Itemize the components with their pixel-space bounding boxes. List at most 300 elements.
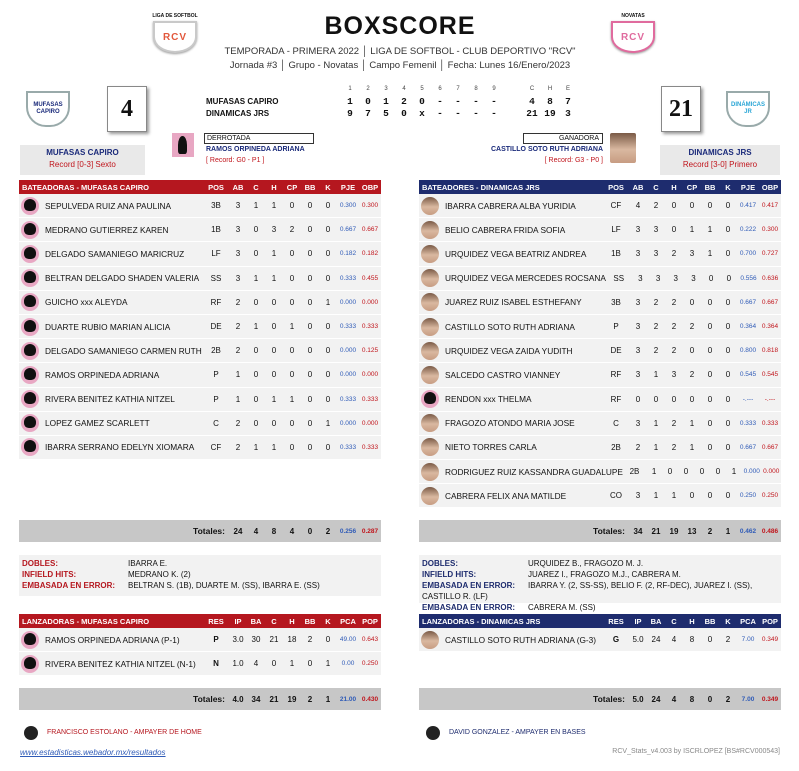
results-link[interactable]: www.estadisticas.webador.mx/resultados [20, 748, 166, 757]
stat-c: 1 [653, 491, 659, 501]
stat-ab: 2 [235, 346, 241, 356]
stat-bb: 0 [307, 346, 313, 356]
inning-number: 4 [402, 86, 406, 92]
home-team-record: Record [3-0] Primero [682, 160, 758, 169]
stat-k: 0 [325, 201, 331, 211]
column-header: BB [304, 182, 316, 192]
stat-pos: P [613, 322, 619, 332]
team-total: 4 [529, 96, 535, 107]
total-ab: 24 [233, 526, 243, 536]
stat-cp: 0 [689, 297, 695, 307]
total-pca: 7.00 [741, 695, 755, 703]
column-header: AB [232, 182, 244, 192]
silhouette-icon [24, 247, 36, 259]
stat-h: 1 [671, 491, 677, 501]
stat-bb: 0 [307, 418, 313, 428]
stat-pje: 0.545 [739, 371, 757, 379]
player-name: IBARRA CABRERA ALBA YURIDIA [445, 200, 576, 211]
stat-h: 1 [271, 442, 277, 452]
inning-number: 6 [438, 86, 442, 92]
stat-h: 0 [671, 394, 677, 404]
stat-k: 0 [725, 418, 731, 428]
column-header: C [671, 616, 677, 626]
stat-cp: 2 [689, 322, 695, 332]
stat-ab: 2 [635, 442, 641, 452]
winner-label: GANADORA [523, 133, 603, 144]
stat-pos: RF [610, 394, 622, 404]
stat-c: 1 [653, 442, 659, 452]
stat-cp: 0 [289, 370, 295, 380]
inning-runs: 9 [347, 108, 353, 119]
player-name: CABRERA FELIX ANA MATILDE [445, 490, 567, 501]
stat-pos: LF [611, 225, 621, 235]
silhouette-icon [24, 344, 36, 356]
column-header: BB [704, 182, 716, 192]
stat-ab: 3 [235, 201, 241, 211]
linescore [206, 86, 606, 120]
stat-ip: 5.0 [632, 635, 644, 645]
stat-k: 0 [725, 225, 731, 235]
column-header: BB [704, 616, 716, 626]
note-key: EMBASADA EN ERROR: [422, 581, 516, 590]
stat-h: 3 [271, 225, 277, 235]
credit-text: RCV_Stats_v4.003 by ISCRLOPEZ [BS#RCV000543] [612, 748, 780, 755]
column-header: OBP [761, 182, 779, 192]
stat-h: 2 [671, 346, 677, 356]
away-line-name: MUFASAS CAPIRO [206, 97, 279, 106]
stat-k: 0 [325, 273, 331, 283]
inning-runs: - [437, 96, 443, 107]
player-name: BELIO CABRERA FRIDA SOFIA [445, 224, 566, 235]
home-umpire: FRANCISCO ESTOLANO - AMPAYER DE HOME [47, 729, 202, 736]
total-h: 8 [271, 526, 277, 536]
inning-runs: - [473, 96, 479, 107]
stat-c: 3 [653, 225, 659, 235]
away-logo-text: MUFASAS CAPIRO [26, 91, 70, 127]
away-batting-totals [19, 520, 381, 542]
stat-bb: 0 [307, 370, 313, 380]
note-key: DOBLES: [422, 559, 458, 568]
stat-k: 0 [725, 297, 731, 307]
table-row [19, 363, 381, 387]
stat-c: 1 [253, 442, 259, 452]
total-k: 2 [325, 526, 331, 536]
stat-obp: 0.636 [762, 274, 779, 282]
player-avatar [21, 269, 39, 287]
stat-pje: 0.333 [339, 274, 357, 282]
home-team-name: DINAMICAS JRS [688, 148, 752, 157]
home-batting-totals [419, 520, 781, 542]
table-row [419, 436, 781, 460]
league-logo-caption: LIGA DE SOFTBOL [152, 13, 198, 19]
silhouette-icon [24, 223, 36, 235]
player-name: CASTILLO SOTO RUTH ADRIANA [445, 321, 575, 332]
stat-bb: 0 [307, 394, 313, 404]
stat-c: 2 [653, 322, 659, 332]
note-line [422, 580, 778, 602]
player-name: SEPULVEDA RUIZ ANA PAULINA [45, 200, 172, 211]
stat-k: 0 [725, 201, 731, 211]
stat-k: 0 [325, 249, 331, 259]
pitcher-name: RAMOS ORPINEDA ADRIANA (P-1) [45, 634, 180, 645]
player-avatar [421, 463, 439, 481]
stat-pos: 1B [211, 225, 221, 235]
player-avatar [21, 414, 39, 432]
player-avatar [421, 366, 439, 384]
note-line [22, 558, 378, 569]
stat-pos: CF [210, 442, 222, 452]
stat-cp: 1 [289, 322, 295, 332]
stat-pje: 0.667 [339, 226, 357, 234]
stat-bb: 0 [307, 442, 313, 452]
total-label: H [547, 86, 553, 92]
player-avatar [421, 390, 439, 408]
stat-c: 1 [653, 418, 659, 428]
silhouette-icon [24, 392, 36, 404]
stat-k: 0 [325, 394, 331, 404]
stat-h: 3 [671, 370, 677, 380]
table-row [419, 194, 781, 218]
total-ba: 34 [251, 694, 261, 704]
table-title: BATEADORES - DINAMICAS JRS [422, 182, 540, 192]
rcv-logo-text: RCV [153, 21, 197, 53]
stat-c: 0 [253, 225, 259, 235]
away-batting-table [19, 180, 381, 460]
stat-obp: 0.182 [361, 250, 379, 258]
table-title: BATEADORAS - MUFASAS CAPIRO [22, 182, 149, 192]
note-value: MEDRANO K. (2) [128, 570, 191, 579]
player-avatar [421, 197, 439, 215]
note-value: BELTRAN S. (1B), DUARTE M. (SS), IBARRA E. (SS) [128, 581, 320, 590]
table-row [19, 652, 381, 676]
stat-pje: 0.000 [339, 371, 357, 379]
away-notes [19, 555, 381, 596]
inning-runs: 0 [365, 96, 371, 107]
column-header: K [725, 616, 731, 626]
stat-ab: 3 [635, 491, 641, 501]
pitcher-name: RIVERA BENITEZ KATHIA NITZEL (N-1) [45, 658, 196, 669]
player-avatar [21, 438, 39, 456]
stat-c: 0 [667, 467, 673, 477]
stat-h: 2 [671, 249, 677, 259]
stat-pje: 0.364 [739, 323, 757, 331]
table-row [19, 339, 381, 363]
stat-bb: 0 [707, 394, 713, 404]
inning-runs: 5 [383, 108, 389, 119]
stat-ab: 3 [638, 273, 643, 283]
stat-bb: 0 [307, 225, 313, 235]
note-value: JUAREZ I., FRAGOZO M.J., CABRERA M. [528, 570, 681, 579]
stat-ab: 1 [235, 370, 241, 380]
stat-pca: 49.00 [339, 636, 357, 644]
silhouette-icon [24, 199, 36, 211]
inning-number: 8 [474, 86, 478, 92]
winner-photo [610, 133, 636, 163]
stat-pje: 0.000 [339, 347, 357, 355]
stat-pos: DE [610, 346, 622, 356]
stat-pje: -.--- [742, 395, 754, 403]
stat-obp: -.--- [764, 395, 776, 403]
table-row [19, 315, 381, 339]
stat-obp: 0.125 [361, 347, 379, 355]
stat-c: 1 [253, 273, 259, 283]
home-logo-text: DINÁMICAS JR [726, 91, 770, 127]
stat-ab: 1 [651, 467, 657, 477]
stat-obp: 0.667 [761, 298, 779, 306]
away-batting-header [19, 180, 381, 194]
note-key: EMBASADA EN ERROR: [422, 603, 516, 612]
stat-k: 0 [325, 635, 331, 645]
table-row [419, 460, 781, 484]
stat-ab: 3 [635, 297, 641, 307]
away-pitching-table [19, 614, 381, 676]
player-avatar [21, 655, 39, 673]
player-avatar [421, 293, 439, 311]
stat-k: 1 [325, 418, 331, 428]
home-team-logo [724, 87, 772, 131]
player-name: IBARRA SERRANO EDELYN XIOMARA [45, 442, 195, 453]
stat-h: 1 [271, 201, 277, 211]
away-team-name: MUFASAS CAPIRO [46, 148, 119, 157]
stat-k: 0 [325, 442, 331, 452]
stat-h: 0 [671, 225, 677, 235]
column-header: IP [234, 616, 242, 626]
column-header: RES [608, 616, 624, 626]
loser-label: DERROTADA [204, 133, 314, 144]
stat-cp: 1 [689, 442, 695, 452]
stat-k: 0 [725, 442, 731, 452]
stat-cp: 0 [289, 297, 295, 307]
total-c: 21 [651, 526, 661, 536]
stat-pos: SS [613, 273, 625, 283]
stat-k: 0 [725, 249, 731, 259]
stat-h: 8 [689, 635, 695, 645]
player-avatar [21, 366, 39, 384]
total-pop: 0.430 [361, 695, 379, 703]
stat-ab: 3 [235, 273, 241, 283]
note-value: IBARRA Y. (2, SS-SS), BELIO F. (2, RF-DEC), JUAREZ I. (SS), CASTILLO R. (LF) [422, 581, 753, 601]
inning-number: 7 [456, 86, 460, 92]
player-avatar [21, 631, 39, 649]
page-title: BOXSCORE [324, 12, 476, 40]
player-avatar [21, 390, 39, 408]
division-logo-caption: NOVATAS [621, 13, 645, 19]
column-header: CP [286, 182, 298, 192]
stat-obp: 0.000 [361, 419, 379, 427]
stat-k: 0 [325, 346, 331, 356]
stat-cp: 1 [689, 418, 695, 428]
total-c: 21 [269, 694, 279, 704]
stat-k: 1 [325, 297, 331, 307]
stat-ba: 30 [251, 635, 261, 645]
stat-bb: 0 [307, 249, 313, 259]
total-label: E [565, 86, 570, 92]
pitcher-name: CASTILLO SOTO RUTH ADRIANA (G-3) [445, 634, 597, 645]
totals-label: Totales: [593, 694, 625, 704]
stat-obp: 0.667 [761, 443, 779, 451]
silhouette-icon [424, 392, 436, 404]
stat-cp: 2 [289, 225, 295, 235]
stat-pop: 0.643 [361, 636, 379, 644]
total-obp: 0.486 [761, 527, 779, 535]
player-avatar [421, 438, 439, 456]
stat-pop: 0.349 [761, 636, 779, 644]
table-row [19, 291, 381, 315]
column-header: POS [208, 182, 224, 192]
stat-bb: 0 [707, 442, 713, 452]
player-avatar [421, 221, 439, 239]
stat-obp: 0.000 [361, 298, 379, 306]
stat-pos: 3B [611, 297, 621, 307]
stat-res: G [612, 635, 620, 645]
stat-c: 2 [653, 346, 659, 356]
column-header: POP [762, 616, 778, 626]
table-row [19, 242, 381, 266]
player-name: RODRIGUEZ RUIZ KASSANDRA GUADALUPE [445, 466, 623, 477]
inning-number: 9 [492, 86, 496, 92]
player-avatar [21, 245, 39, 263]
stat-c: 4 [671, 635, 677, 645]
away-score: 4 [107, 86, 147, 132]
stat-ip: 1.0 [232, 659, 244, 669]
winner-name: CASTILLO SOTO RUTH ADRIANA [491, 146, 603, 153]
note-key: DOBLES: [22, 559, 58, 568]
stat-pje: 0.700 [739, 250, 757, 258]
inning-number: 2 [366, 86, 370, 92]
team-total: 7 [565, 96, 571, 107]
player-avatar [421, 318, 439, 336]
total-cp: 13 [687, 526, 697, 536]
stat-h: 1 [271, 273, 277, 283]
column-header: PCA [340, 616, 356, 626]
player-avatar [21, 293, 39, 311]
team-total: 8 [547, 96, 553, 107]
player-avatar [21, 342, 39, 360]
stat-bb: 0 [707, 201, 713, 211]
stat-cp: 2 [689, 370, 695, 380]
stat-ab: 3 [235, 249, 241, 259]
stat-ba: 24 [651, 635, 661, 645]
stat-cp: 0 [289, 273, 295, 283]
total-pje: 0.256 [339, 527, 357, 535]
stat-cp: 0 [289, 442, 295, 452]
stat-pos: CO [610, 491, 622, 501]
table-row [419, 242, 781, 266]
total-c: 4 [671, 694, 677, 704]
stat-pje: 0.222 [739, 226, 757, 234]
note-value: CABRERA M. (SS) [528, 603, 596, 612]
stat-c: 0 [253, 370, 259, 380]
stat-h: 3 [673, 273, 678, 283]
umpire-icon [24, 726, 38, 740]
stat-h: 2 [671, 442, 677, 452]
player-avatar [21, 221, 39, 239]
player-avatar [421, 631, 439, 649]
table-row [19, 194, 381, 218]
umpire-icon [426, 726, 440, 740]
game-info-line: Jornada #3 │ Grupo - Novatas │ Campo Femenil │ Fecha: Lunes 16/Enero/2023 [229, 60, 571, 71]
stat-ab: 2 [235, 322, 241, 332]
stat-bb: 0 [707, 635, 713, 645]
player-avatar [421, 269, 439, 287]
stat-obp: 0.250 [761, 492, 779, 500]
away-team-bar [20, 145, 145, 175]
inning-runs: - [455, 108, 461, 119]
column-header: BA [250, 616, 262, 626]
rcv-logo-text-pink: RCV [611, 21, 655, 53]
stat-h: 0 [271, 418, 277, 428]
away-team-logo [24, 87, 72, 131]
table-row [419, 363, 781, 387]
silhouette-icon [24, 440, 36, 452]
stat-h: 1 [271, 394, 277, 404]
stat-k: 0 [725, 394, 731, 404]
stat-pos: P [213, 394, 219, 404]
stat-k: 0 [325, 225, 331, 235]
stat-bb: 0 [707, 491, 713, 501]
total-pca: 21.00 [339, 695, 357, 703]
home-pitching-header [419, 614, 781, 628]
inning-runs: 1 [347, 96, 353, 107]
player-avatar [421, 245, 439, 263]
stat-ab: 3 [635, 346, 641, 356]
stat-ab: 4 [635, 201, 641, 211]
stat-pos: CF [610, 201, 622, 211]
season-line: TEMPORADA - PRIMERA 2022 │ LIGA DE SOFTBOL - CLUB DEPORTIVO "RCV" [224, 46, 576, 57]
inning-number: 5 [420, 86, 424, 92]
stat-k: 0 [725, 491, 731, 501]
column-header: BA [650, 616, 662, 626]
silhouette-icon [24, 368, 36, 380]
column-header: AB [632, 182, 644, 192]
total-pje: 0.462 [739, 527, 757, 535]
silhouette-icon [24, 416, 36, 428]
league-logo [150, 13, 200, 53]
table-title: LANZADORAS - DINAMICAS JRS [422, 616, 541, 626]
stat-pje: 0.000 [339, 419, 357, 427]
table-row [419, 267, 781, 291]
table-row [419, 628, 781, 652]
column-header: H [271, 182, 277, 192]
stat-c: 1 [653, 370, 659, 380]
stat-pos: 2B [629, 467, 640, 477]
stat-cp: 0 [289, 249, 295, 259]
column-header: POS [608, 182, 624, 192]
total-h: 19 [287, 694, 297, 704]
stat-pje: 0.300 [339, 202, 357, 210]
stat-pos: 2B [211, 346, 221, 356]
stat-bb: 0 [708, 273, 714, 283]
column-header: C [653, 182, 659, 192]
total-h: 8 [689, 694, 695, 704]
stat-pos: RF [210, 297, 222, 307]
note-line [22, 569, 378, 580]
stat-bb: 0 [707, 418, 713, 428]
base-umpire: DAVID GONZALEZ - AMPAYER EN BASES [449, 729, 586, 736]
note-value: IBARRA E. [128, 559, 168, 568]
inning-runs: - [473, 108, 479, 119]
inning-runs: 1 [383, 96, 389, 107]
stat-obp: 0.300 [361, 202, 379, 210]
player-avatar [421, 487, 439, 505]
column-header: BB [304, 616, 316, 626]
team-total: 19 [544, 108, 556, 119]
player-name: RAMOS ORPINEDA ADRIANA [45, 369, 160, 380]
stat-res: P [213, 635, 219, 645]
stat-h: 2 [671, 322, 677, 332]
stat-k: 2 [725, 635, 731, 645]
stat-ab: 1 [235, 394, 241, 404]
